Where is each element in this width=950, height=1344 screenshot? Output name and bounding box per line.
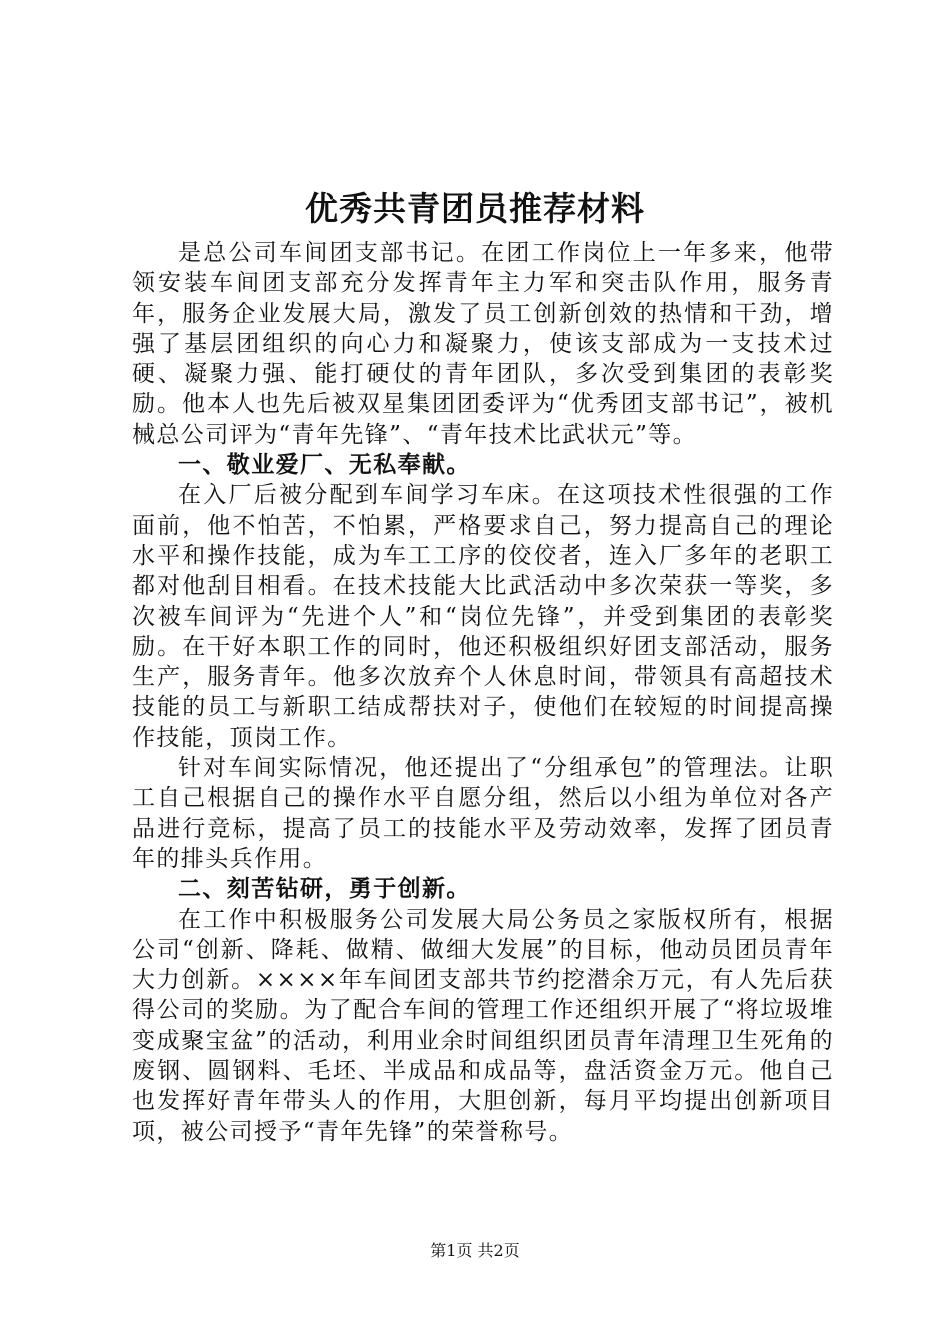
- section-1-paragraph-1: 在入厂后被分配到车间学习车床。在这项技术性很强的工作面前，他不怕苦，不怕累，严格要求自己，努力提高自己的理论水平和操作技能，成为车工工序的佼佼者，连入厂多年的老职工都对他刮目相看。在技术技能大比武活动中多次荣获一等奖，多次被车间评为“先进个人”和“岗位先锋”，并受到集团的表彰奖励。在干好本职工作的同时，他还积极组织好团支部活动，服务生产，服务青年。他多次放弃个人休息时间，带领具有高超技术技能的员工与新职工结成帮扶对子，使他们在较短的时间提高操作技能，顶岗工作。: [132, 482, 834, 751]
- section-1-paragraph-2: 针对车间实际情况，他还提出了“分组承包”的管理法。让职工自己根据自己的操作水平自愿分组，然后以小组为单位对各产品进行竞标，提高了员工的技能水平及劳动效率，发挥了团员青年的排头兵作用。: [132, 755, 834, 872]
- section-heading-1: 一、敬业爱厂、无私奉献。: [178, 451, 471, 479]
- section-heading-2: 二、刻苦钻研，勇于创新。: [178, 875, 471, 903]
- page-footer: 第1页 共2页: [430, 1241, 520, 1260]
- document-title: 优秀共青团员推荐材料: [305, 189, 645, 228]
- intro-paragraph: 是总公司车间团支部书记。在团工作岗位上一年多来，他带领安装车间团支部充分发挥青年主力军和突击队作用，服务青年，服务企业发展大局，激发了员工创新创效的热情和干劲，增强了基层团组织的向心力和凝聚力，使该支部成为一支技术过硬、凝聚力强、能打硬仗的青年团队，多次受到集团的表彰奖励。他本人也先后被双星集团团委评为“优秀团支部书记”，被机械总公司评为“青年先锋”、“青年技术比武状元”等。: [132, 240, 834, 448]
- document-body: [132, 238, 834, 1147]
- section-2-paragraph-1: 在工作中积极服务公司发展大局公务员之家版权所有，根据公司“创新、降耗、做精、做细大发展”的目标，他动员团员青年大力创新。××××年车间团支部共节约挖潜余万元，有人先后获得公司的奖励。为了配合车间的管理工作还组织开展了“将垃圾堆变成聚宝盆”的活动，利用业余时间组织团员青年清理卫生死角的废钢、圆钢料、毛坯、半成品和成品等，盘活资金万元。他自己也发挥好青年带头人的作用，大胆创新，每月平均提出创新项目项，被公司授予“青年先锋”的荣誉称号。: [132, 906, 834, 1145]
